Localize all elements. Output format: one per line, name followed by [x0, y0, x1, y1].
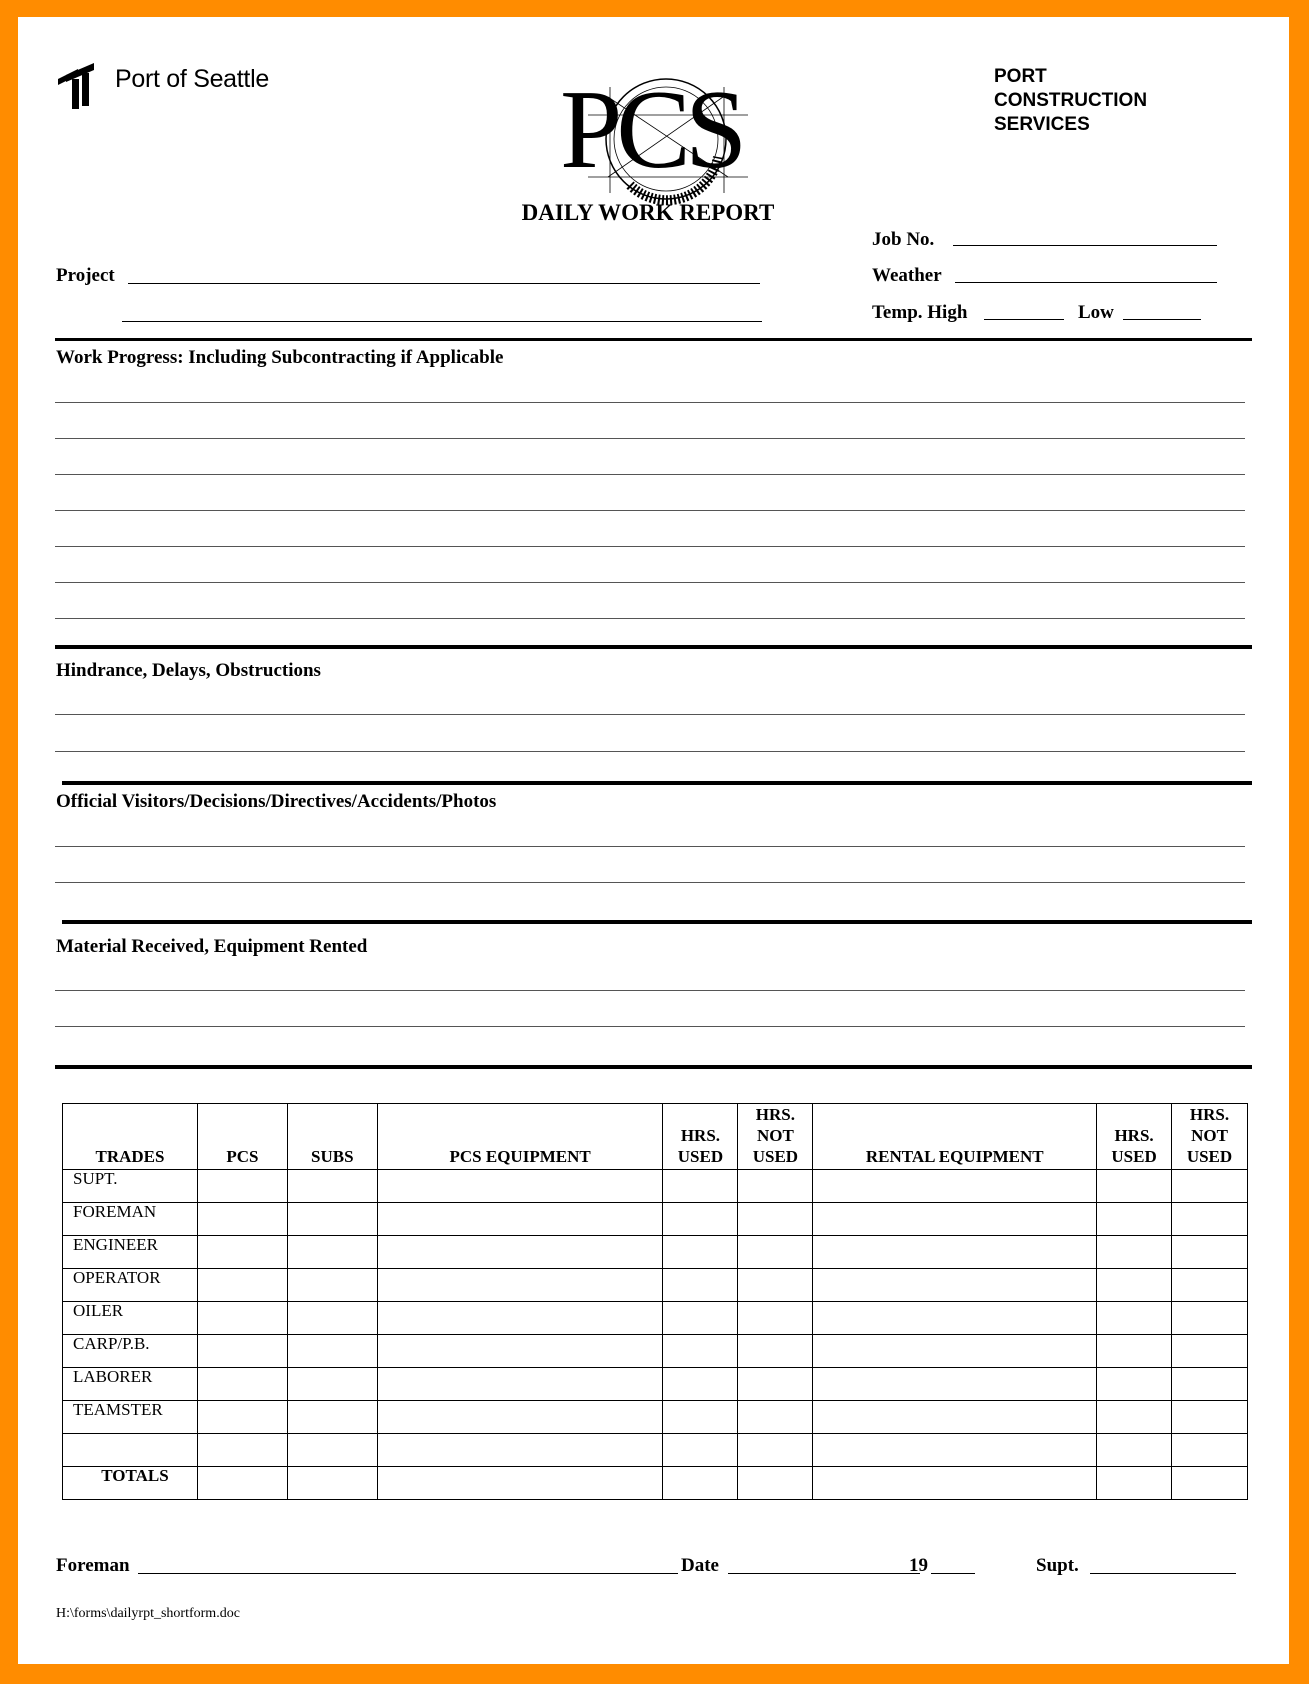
- trade-name: FOREMAN: [63, 1203, 198, 1236]
- entry-cell[interactable]: [377, 1269, 663, 1302]
- entry-cell[interactable]: [377, 1335, 663, 1368]
- entry-cell[interactable]: [813, 1401, 1097, 1434]
- section-divider: [55, 338, 1252, 341]
- header-rental-equipment: RENTAL EQUIPMENT: [813, 1104, 1097, 1170]
- project-field[interactable]: [128, 283, 760, 284]
- entry-cell[interactable]: [1097, 1302, 1172, 1335]
- entry-cell[interactable]: [663, 1368, 738, 1401]
- trade-name: ENGINEER: [63, 1236, 198, 1269]
- section-divider: [62, 920, 1252, 924]
- weather-label: Weather: [872, 265, 942, 286]
- entry-cell[interactable]: [1172, 1269, 1248, 1302]
- writing-line[interactable]: [55, 1026, 1245, 1027]
- entry-cell[interactable]: [663, 1269, 738, 1302]
- entry-cell[interactable]: [1172, 1401, 1248, 1434]
- table-row: [63, 1170, 1248, 1203]
- totals-label: TOTALS: [63, 1467, 198, 1500]
- pcs-logo-text: PCS: [560, 68, 742, 192]
- entry-cell[interactable]: [738, 1401, 813, 1434]
- header-subs: SUBS: [287, 1104, 377, 1170]
- header-hrs-not-used: HRS. NOT USED: [738, 1104, 813, 1170]
- entry-cell[interactable]: [1172, 1467, 1248, 1500]
- entry-cell[interactable]: [813, 1335, 1097, 1368]
- entry-cell[interactable]: [663, 1170, 738, 1203]
- temp-high-field[interactable]: [984, 319, 1064, 320]
- writing-line[interactable]: [55, 402, 1245, 403]
- section-title-material: Material Received, Equipment Rented: [56, 936, 368, 957]
- date-field[interactable]: [728, 1573, 920, 1574]
- entry-cell[interactable]: [197, 1368, 287, 1401]
- entry-cell[interactable]: [1097, 1401, 1172, 1434]
- trade-name: SUPT.: [63, 1170, 198, 1203]
- entry-cell[interactable]: [377, 1302, 663, 1335]
- supt-signature-field[interactable]: [1090, 1573, 1236, 1574]
- project-field-line2[interactable]: [122, 321, 762, 322]
- entry-cell[interactable]: [813, 1467, 1097, 1500]
- entry-cell[interactable]: [813, 1269, 1097, 1302]
- entry-cell[interactable]: [1172, 1335, 1248, 1368]
- file-path: H:\forms\dailyrpt_shortform.doc: [56, 1606, 240, 1621]
- entry-cell[interactable]: [197, 1203, 287, 1236]
- entry-cell[interactable]: [738, 1236, 813, 1269]
- writing-line[interactable]: [55, 751, 1245, 752]
- section-divider: [62, 781, 1252, 785]
- writing-line[interactable]: [55, 882, 1245, 883]
- entry-cell[interactable]: [1097, 1335, 1172, 1368]
- report-page: [18, 17, 1289, 1664]
- table-header-row: [63, 1104, 1248, 1170]
- writing-line[interactable]: [55, 474, 1245, 475]
- entry-cell[interactable]: [738, 1203, 813, 1236]
- entry-cell[interactable]: [663, 1203, 738, 1236]
- trade-name: LABORER: [63, 1368, 198, 1401]
- trade-name: [63, 1434, 198, 1467]
- entry-cell[interactable]: [663, 1401, 738, 1434]
- entry-cell[interactable]: [377, 1467, 663, 1500]
- date-label: Date: [681, 1555, 719, 1576]
- writing-line[interactable]: [55, 510, 1245, 511]
- job-no-field[interactable]: [953, 245, 1217, 246]
- section-title-hindrance: Hindrance, Delays, Obstructions: [56, 660, 321, 681]
- entry-cell[interactable]: [197, 1236, 287, 1269]
- supt-label: Supt.: [1036, 1555, 1079, 1576]
- entry-cell[interactable]: [287, 1302, 377, 1335]
- foreman-label: Foreman: [56, 1555, 130, 1576]
- entry-cell[interactable]: [1097, 1368, 1172, 1401]
- entry-cell[interactable]: [1172, 1434, 1248, 1467]
- entry-cell[interactable]: [377, 1368, 663, 1401]
- entry-cell[interactable]: [813, 1236, 1097, 1269]
- totals-row: [63, 1467, 1248, 1500]
- year-field[interactable]: [931, 1573, 975, 1574]
- header-hrs-used-rental: HRS. USED: [1097, 1104, 1172, 1170]
- page-title: DAILY WORK REPORT: [521, 200, 775, 225]
- project-label: Project: [56, 265, 115, 286]
- temp-low-field[interactable]: [1123, 319, 1201, 320]
- entry-cell[interactable]: [287, 1236, 377, 1269]
- entry-cell[interactable]: [1172, 1203, 1248, 1236]
- entry-cell[interactable]: [197, 1269, 287, 1302]
- entry-cell[interactable]: [813, 1203, 1097, 1236]
- entry-cell[interactable]: [287, 1368, 377, 1401]
- entry-cell[interactable]: [287, 1203, 377, 1236]
- entry-cell[interactable]: [287, 1269, 377, 1302]
- table-row: [63, 1203, 1248, 1236]
- writing-line[interactable]: [55, 846, 1245, 847]
- pcs-logo: [548, 57, 788, 207]
- writing-line[interactable]: [55, 618, 1245, 619]
- port-of-seattle-logo-icon: [56, 61, 104, 111]
- temp-high-label: Temp. High: [872, 302, 968, 323]
- entry-cell[interactable]: [813, 1302, 1097, 1335]
- trades-table: [62, 1103, 1248, 1500]
- table-row: [63, 1401, 1248, 1434]
- entry-cell[interactable]: [377, 1203, 663, 1236]
- section-title-work-progress: Work Progress: Including Subcontracting if Applicable: [56, 347, 504, 368]
- table-row: [63, 1434, 1248, 1467]
- trade-name: OPERATOR: [63, 1269, 198, 1302]
- entry-cell[interactable]: [197, 1302, 287, 1335]
- trade-name: CARP/P.B.: [63, 1335, 198, 1368]
- temp-low-label: Low: [1078, 302, 1114, 323]
- section-divider: [55, 645, 1252, 649]
- entry-cell[interactable]: [197, 1401, 287, 1434]
- entry-cell[interactable]: [287, 1170, 377, 1203]
- entry-cell[interactable]: [1097, 1170, 1172, 1203]
- entry-cell[interactable]: [738, 1269, 813, 1302]
- writing-line[interactable]: [55, 582, 1245, 583]
- entry-cell[interactable]: [197, 1335, 287, 1368]
- entry-cell[interactable]: [377, 1401, 663, 1434]
- entry-cell[interactable]: [663, 1335, 738, 1368]
- writing-line[interactable]: [55, 438, 1245, 439]
- entry-cell[interactable]: [813, 1434, 1097, 1467]
- writing-line[interactable]: [55, 546, 1245, 547]
- weather-field[interactable]: [955, 282, 1217, 283]
- entry-cell[interactable]: [663, 1467, 738, 1500]
- entry-cell[interactable]: [287, 1434, 377, 1467]
- entry-cell[interactable]: [738, 1434, 813, 1467]
- header-pcs: PCS: [197, 1104, 287, 1170]
- entry-cell[interactable]: [197, 1467, 287, 1500]
- entry-cell[interactable]: [663, 1434, 738, 1467]
- table-row: [63, 1302, 1248, 1335]
- entry-cell[interactable]: [377, 1434, 663, 1467]
- table-row: [63, 1269, 1248, 1302]
- entry-cell[interactable]: [1172, 1368, 1248, 1401]
- entry-cell[interactable]: [738, 1302, 813, 1335]
- entry-cell[interactable]: [813, 1368, 1097, 1401]
- year-prefix: 19: [909, 1555, 928, 1576]
- entry-cell[interactable]: [197, 1170, 287, 1203]
- writing-line[interactable]: [55, 714, 1245, 715]
- trade-name: TEAMSTER: [63, 1401, 198, 1434]
- entry-cell[interactable]: [1097, 1467, 1172, 1500]
- table-row: [63, 1335, 1248, 1368]
- entry-cell[interactable]: [813, 1170, 1097, 1203]
- org-name: Port of Seattle: [115, 65, 269, 93]
- entry-cell[interactable]: [1172, 1170, 1248, 1203]
- entry-cell[interactable]: [287, 1335, 377, 1368]
- entry-cell[interactable]: [377, 1236, 663, 1269]
- entry-cell[interactable]: [287, 1401, 377, 1434]
- entry-cell[interactable]: [1097, 1203, 1172, 1236]
- entry-cell[interactable]: [738, 1368, 813, 1401]
- entry-cell[interactable]: [738, 1170, 813, 1203]
- entry-cell[interactable]: [738, 1467, 813, 1500]
- section-title-visitors: Official Visitors/Decisions/Directives/Accidents/Photos: [56, 791, 497, 812]
- table-body: [63, 1170, 1248, 1500]
- entry-cell[interactable]: [287, 1467, 377, 1500]
- trade-name: OILER: [63, 1302, 198, 1335]
- foreman-signature-field[interactable]: [138, 1573, 678, 1574]
- header-hrs-used: HRS. USED: [663, 1104, 738, 1170]
- entry-cell[interactable]: [1172, 1236, 1248, 1269]
- entry-cell[interactable]: [1097, 1269, 1172, 1302]
- header-hrs-not-used-rental: HRS. NOT USED: [1172, 1104, 1248, 1170]
- entry-cell[interactable]: [1172, 1302, 1248, 1335]
- section-divider: [55, 1065, 1252, 1069]
- writing-line[interactable]: [55, 990, 1245, 991]
- entry-cell[interactable]: [197, 1434, 287, 1467]
- entry-cell[interactable]: [1097, 1236, 1172, 1269]
- table-row: [63, 1236, 1248, 1269]
- table-row: [63, 1368, 1248, 1401]
- header-pcs-equipment: PCS EQUIPMENT: [377, 1104, 663, 1170]
- department-name: PORT CONSTRUCTION SERVICES: [994, 66, 1148, 135]
- entry-cell[interactable]: [738, 1335, 813, 1368]
- entry-cell[interactable]: [663, 1302, 738, 1335]
- job-no-label: Job No.: [872, 229, 935, 250]
- entry-cell[interactable]: [377, 1170, 663, 1203]
- entry-cell[interactable]: [663, 1236, 738, 1269]
- header-trades: TRADES: [63, 1104, 198, 1170]
- entry-cell[interactable]: [1097, 1434, 1172, 1467]
